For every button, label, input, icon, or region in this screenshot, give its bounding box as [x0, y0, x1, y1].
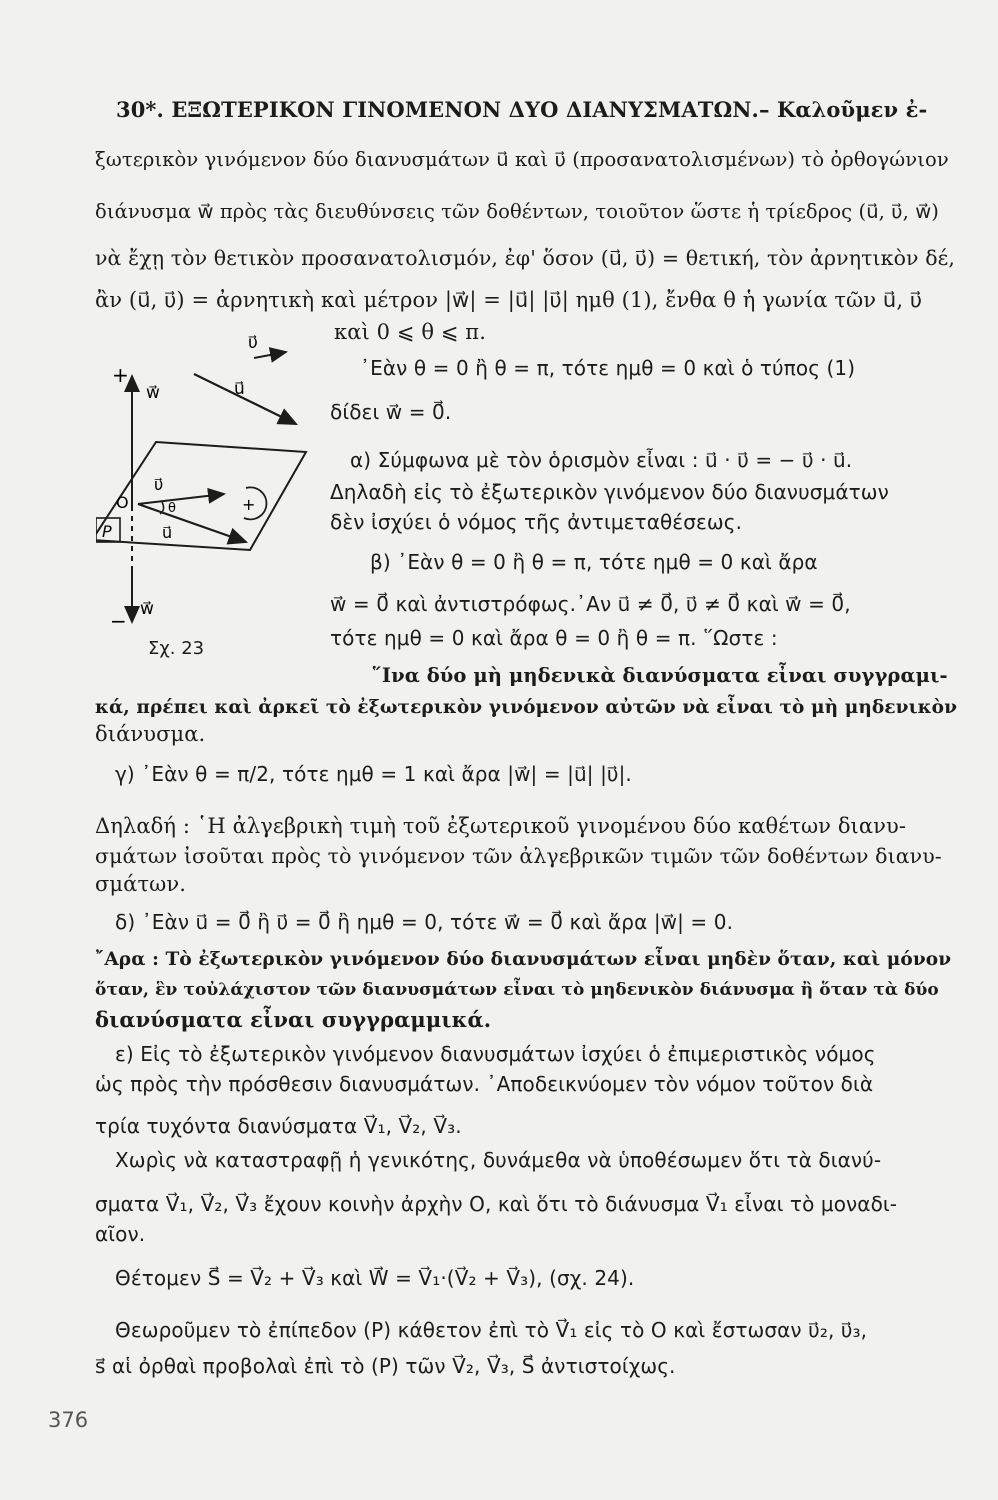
- right-line-6: β) ᾽Εὰν θ = 0 ἢ θ = π, τότε ημθ = 0 καὶ ἄρα: [370, 550, 818, 574]
- v-in-label: υ⃗: [154, 475, 164, 494]
- body-line-15: σματα V⃗₁, V⃗₂, V⃗₃ ἔχουν κοινὴν ἀρχὴν Ο, καὶ ὅτι τὸ διάνυσμα V⃗₁ εἶναι τὸ μοναδι-: [95, 1192, 898, 1216]
- body-line-10: διανύσματα εἶναι συγγραμμικά.: [95, 1007, 492, 1032]
- v-in-arrow: [138, 494, 224, 504]
- orientation-plus-label: +: [242, 495, 256, 514]
- intro-line-4: ἂν (u⃗, υ⃗) = ἀρνητικὴ καὶ μέτρον |w⃗| = |u⃗| |υ⃗| ημθ (1), ἔνθα θ ἡ γωνία τῶν u⃗, υ⃗: [95, 288, 923, 312]
- right-line-2: δίδει w⃗ = 0⃗.: [330, 400, 452, 424]
- v-top-arrow: [254, 352, 286, 358]
- body-line-6: σμάτων.: [95, 872, 187, 896]
- intro-line-3: νὰ ἔχῃ τὸν θετικὸν προσανατολισμόν, ἐφ' ὅσον (u⃗, υ⃗) = θετική, τὸν ἀρνητικὸν δέ,: [95, 246, 955, 270]
- intro-line-1: ξωτερικὸν γινόμενον δύο διανυσμάτων u⃗ καὶ υ⃗ (προσανατολισμένων) τὸ ὀρθογώνιον: [95, 148, 949, 171]
- page-number: 376: [48, 1408, 89, 1432]
- right-line-8: τότε ημθ = 0 καὶ ἄρα θ = 0 ἢ θ = π. ῞Ωστε :: [330, 626, 778, 650]
- figure-23: [96, 318, 328, 636]
- body-line-8: ῎Αρα : Τὸ ἐξωτερικὸν γινόμενον δύο διανυσμάτων εἶναι μηδὲν ὅταν, καὶ μόνον: [95, 949, 952, 970]
- body-line-11: ε) Εἰς τὸ ἐξωτερικὸν γινόμενον διανυσμάτων ἰσχύει ὁ ἐπιμεριστικὸς νόμος: [115, 1042, 876, 1066]
- body-line-14: Χωρὶς νὰ καταστραφῇ ἡ γενικότης, δυνάμεθα νὰ ὑποθέσωμεν ὅτι τὰ διανύ-: [115, 1148, 882, 1172]
- right-line-1: ᾽Εὰν θ = 0 ἢ θ = π, τότε ημθ = 0 καὶ ὁ τύπος (1): [360, 356, 856, 380]
- u-top-label: u⃗: [234, 379, 245, 399]
- body-line-3: γ) ᾽Εὰν θ = π/2, τότε ημθ = 1 καὶ ἄρα |w⃗| = |u⃗| |υ⃗|.: [115, 762, 632, 786]
- body-line-16: αῖον.: [95, 1222, 146, 1246]
- body-line-1: κά, πρέπει καὶ ἀρκεῖ τὸ ἐξωτερικὸν γινόμενον αὐτῶν νὰ εἶναι τὸ μὴ μηδενικὸν: [95, 697, 958, 718]
- right-line-7: w⃗ = 0⃗ καὶ ἀντιστρόφως.᾽Αν u⃗ ≠ 0⃗, υ⃗ ≠ 0⃗ καὶ w⃗ = 0⃗,: [330, 592, 851, 616]
- intro-line-2: διάνυσμα w⃗ πρὸς τὰς διευθύνσεις τῶν δοθέντων, τοιοῦτον ὥστε ἡ τρίεδρος (u⃗, υ⃗, w⃗): [95, 200, 939, 223]
- body-line-2: διάνυσμα.: [95, 722, 206, 746]
- theta-label: θ: [168, 501, 176, 516]
- body-line-5: σμάτων ἰσοῦται πρὸς τὸ γινόμενον τῶν ἀλγεβρικῶν τιμῶν τῶν δοθέντων διανυ-: [95, 844, 942, 868]
- w-up-label: w⃗: [146, 383, 160, 403]
- right-line-4: Δηλαδὴ εἰς τὸ ἐξωτερικὸν γινόμενον δύο διανυσμάτων: [330, 480, 889, 504]
- u-in-label: u⃗: [162, 523, 173, 542]
- body-line-13: τρία τυχόντα διανύσματα V⃗₁, V⃗₂, V⃗₃.: [95, 1114, 462, 1138]
- plane-label: P: [102, 522, 112, 541]
- u-top-arrow: [194, 374, 296, 424]
- body-line-12: ὡς πρὸς τὴν πρόσθεσιν διανυσμάτων. ᾽Αποδεικνύομεν τὸν νόμον τοῦτον διὰ: [95, 1072, 874, 1096]
- body-line-7: δ) ᾽Εὰν u⃗ = 0⃗ ἢ υ⃗ = 0⃗ ἢ ημθ = 0, τότε w⃗ = 0⃗ καὶ ἄρα |w⃗| = 0.: [115, 910, 734, 934]
- right-line-9: ῞Ινα δύο μὴ μηδενικὰ διανύσματα εἶναι συγγραμι-: [372, 664, 948, 687]
- u-in-arrow: [138, 504, 246, 542]
- section-heading: 30*. ΕΞΩΤΕΡΙΚΟΝ ΓΙΝΟΜΕΝΟΝ ΔΥΟ ΔΙΑΝΥΣΜΑΤΩΝ.– Καλοῦμεν ἐ-: [116, 97, 928, 122]
- plus-label: +: [112, 363, 129, 387]
- figure-caption: Σχ. 23: [148, 638, 205, 659]
- body-line-19: s⃗ αἱ ὀρθαὶ προβολαὶ ἐπὶ τὸ (P) τῶν V⃗₂, V⃗₃, S⃗ ἀντιστοίχως.: [95, 1354, 676, 1378]
- origin-label: O: [116, 493, 129, 512]
- right-line-5: δὲν ἰσχύει ὁ νόμος τῆς ἀντιμεταθέσεως.: [330, 510, 743, 534]
- minus-label: −: [110, 609, 127, 633]
- body-line-17: Θέτομεν S⃗ = V⃗₂ + V⃗₃ καὶ W⃗ = V⃗₁·(V⃗₂ + V⃗₃), (σχ. 24).: [115, 1266, 635, 1290]
- right-line-3: α) Σύμφωνα μὲ τὸν ὁρισμὸν εἶναι : u⃗ · υ⃗ = − υ⃗ · u⃗.: [350, 448, 853, 472]
- body-line-18: Θεωροῦμεν τὸ ἐπίπεδον (P) κάθετον ἐπὶ τὸ V⃗₁ εἰς τὸ Ο καὶ ἔστωσαν υ⃗₂, υ⃗₃,: [115, 1318, 868, 1342]
- v-top-label: υ⃗: [248, 333, 258, 353]
- body-line-9: ὅταν, ἓν τοὐλάχιστον τῶν διανυσμάτων εἶναι τὸ μηδενικὸν διάνυσμα ἢ ὅταν τὰ δύο: [95, 980, 939, 1000]
- intro-line-5: καὶ 0 ⩽ θ ⩽ π.: [334, 320, 486, 344]
- w-down-label: w⃗: [140, 599, 154, 619]
- body-line-4: Δηλαδή : ῾Η ἀλγεβρικὴ τιμὴ τοῦ ἐξωτερικοῦ γινομένου δύο καθέτων διανυ-: [95, 814, 907, 838]
